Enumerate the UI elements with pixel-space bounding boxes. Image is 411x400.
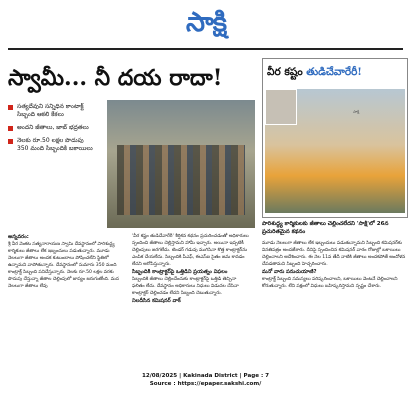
bullet-line: 350 మంది సిబ్బందికి బకాయిలు xyxy=(17,145,93,152)
article-headline: స్వామీ... నీ దయ రాదా! xyxy=(8,65,223,91)
footer-source-link[interactable]: Source : https://epaper.sakshi.com/ xyxy=(149,381,262,387)
header-divider xyxy=(8,48,403,50)
bullet-item xyxy=(8,137,103,153)
bullet-line: సత్యదేవుని సన్నిధిన కాంటాక్ట్ xyxy=(17,103,84,110)
bullet-line: అందని జీతాలు, జాబ్ భద్రతలు xyxy=(17,124,89,131)
newspaper-logo: సాక్షి xyxy=(186,7,226,38)
clipping-caption: పారిశుద్ధ్య కార్మికులకు జీతాలు చెల్లించలేదని 'సాక్షి'లో 26న ప్రచురితమైన కథనం xyxy=(262,221,389,235)
bullet-line: నెలకు రూ.50 లక్షల పొదుపు xyxy=(17,137,84,144)
bullet-marker-icon xyxy=(8,139,13,144)
crowd-image xyxy=(117,145,245,215)
column-subhead: సిబ్బందికి కాంట్రాక్టర్‌పై ఒత్తిడిని ప్రయత్నం విఫలం xyxy=(132,269,228,275)
column-subhead: మనో వారు పనుచుయాణి? xyxy=(262,269,317,275)
column-text: శ్రీ వీర వెంకట సత్యనారాయణ స్వామి దేవస్థానంలో పారిశుద్ధ్య కార్మికులు జీతాలు లేక ఇబ్బందులు పడుతున్నారు. మూడు నెలలుగా జీతాలు అందక కుటుంబాలు పోషించలేని స్థితిలో ఉన్నామని వాపోతున్నారు. దేవస్థానంలో సుమారు 350 మంది కాంట్రాక్ట్ సిబ్బంది పనిచేస్తున్నారు. నెలకు రూ.50 లక్షల వరకు పొదుపు చేస్తున్నా జీతాల చెల్లింపులో జాప్యం జరుగుతోంది. మద నెలలుగా జీతాలు లేవు xyxy=(8,242,119,289)
column-text: 'వీర కష్టం తుడిచేవారేరీ' శీర్షికన కథనం ప్రచురించడంతో అధికారులు స్పందించి జీతాలు చెల్లిస్తామని హామీ ఇచ్చారు. అయినా ఇప్పటికీ చెల్లింపులు జరగలేదు. టెండర్ గడువు ముగిసినా కొత్త కాంట్రాక్టర్‌ను ఎంపిక చేయలేదు. సిబ్బందికి పీఎఫ్, ఈఎస్ఐ సైతం జమ కావడం లేదని ఆరోపిస్తున్నారు. xyxy=(132,234,249,267)
bullet-line: సిబ్బంది ఆకలి కేకలు xyxy=(17,111,64,118)
sidebar-clipping xyxy=(262,58,408,218)
bullet-item xyxy=(8,103,103,119)
column-text: మూడు నెలలుగా జీతాలు లేక ఇబ్బందులు పడుతున్నామని సిబ్బంది కమిషనర్‌కు వినతిపత్రం అందజేశారు. దీనిపై స్పందించిన కమిషనర్ వారం రోజుల్లో బకాయిలు చెల్లించాలని ఆదేశించారు. ఈ నెల 11వ తేదీ నాటికి జీతాలు అందకపోతే ఆందోళన చేపడతామని సిబ్బంది హెచ్చరించారు. xyxy=(262,241,406,267)
clipping-inset-label: సాక్షి xyxy=(353,109,360,114)
column-text: కాంట్రాక్ట్ సిబ్బంది సమస్యలు పరిష్కరించాలని, బకాయిలు వెంటనే చెల్లించాలని కోరుతున్నారు. లేని పక్షంలో విధులు బహిష్కరిస్తామని స్పష్టం చేశారు. xyxy=(262,277,398,289)
page-footer xyxy=(0,372,411,388)
dateline: అన్నవరం: xyxy=(8,234,29,240)
article-column-1 xyxy=(8,233,126,290)
clipping-title-text: వీర కష్టం xyxy=(267,66,307,78)
masthead xyxy=(0,6,411,40)
temple-photo xyxy=(107,100,255,228)
clipping-title-highlight: తుడిచేవారేరీ! xyxy=(306,66,362,78)
bullet-marker-icon xyxy=(8,105,13,110)
clipping-title xyxy=(267,63,403,81)
bullet-item xyxy=(8,124,103,132)
bullet-marker-icon xyxy=(8,126,13,131)
article-column-3 xyxy=(262,240,406,290)
column-text: సిబ్బందికి జీతాలు చెల్లించేందుకు కాంట్రాక్టర్‌పై ఒత్తిడి తెచ్చినా ఫలితం లేదు. దేవస్థానం అధికారులు నిధులు విడుదల చేసినా కాంట్రాక్టర్ చెల్లించడం లేదని సిబ్బంది చెబుతున్నారు. xyxy=(132,277,239,296)
article-column-2 xyxy=(132,233,250,305)
column-subhead: నిలదీసిన కమిషనర్ వాక్ xyxy=(132,298,181,304)
footer-date-line: 12/08/2025 | Kakinada District | Page : 7 xyxy=(141,373,270,379)
bullet-list xyxy=(8,103,103,158)
clipping-inset-image xyxy=(265,89,297,125)
